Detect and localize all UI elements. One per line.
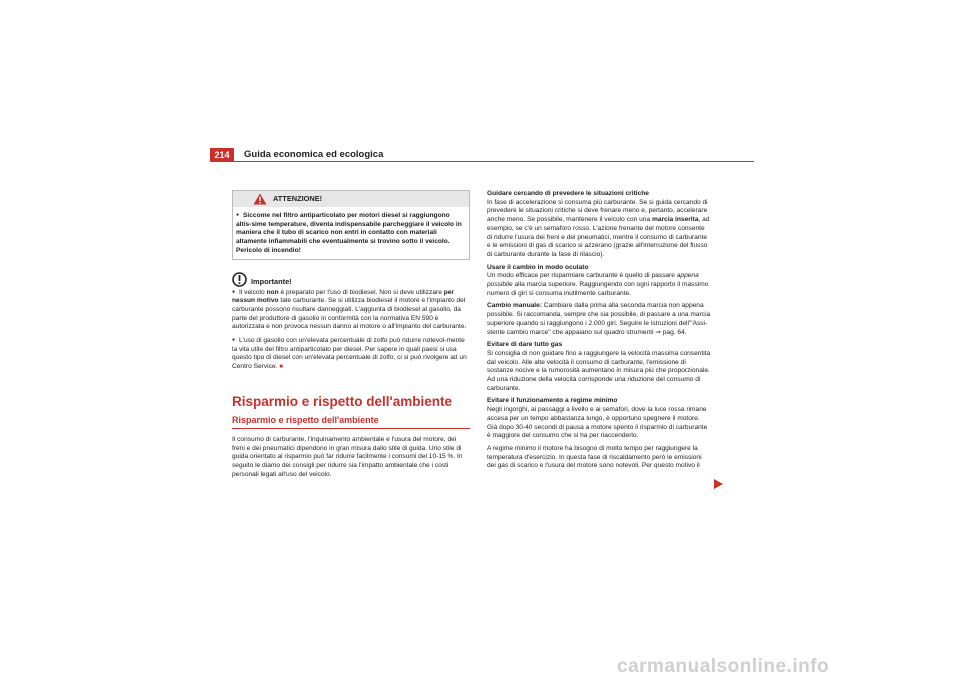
end-marker-icon: ■ [279, 364, 283, 371]
paragraph-idle: Negli ingorghi, ai passaggi a livello e ai semafori, dove la luce rossa rimane accesa per un tempo abbastanza lungo, è opportuno spegnere il motore. Già dopo 30-40 secondi di pausa a motore spento il risparmio di carburante è maggiore del consumo che si ha per riaccenderlo. [487, 406, 708, 440]
heading-full-throttle: Evitare di dare tutto gas [487, 341, 563, 349]
warning-header [233, 191, 469, 207]
warning-title: ATTENZIONE! [273, 194, 323, 203]
paragraph-gearbox: Un modo efficace per risparmiare carburante è quello di passare appena possibile alla marcia superiore. Raggiungendo con ogni rapporto il massimo numero di giri si consuma inutilmente carburante. [487, 272, 709, 297]
page-number: 214 [214, 150, 230, 160]
warning-triangle-icon [253, 193, 267, 205]
heading-idle: Evitare il funzionamento a regime minimo [487, 397, 618, 405]
note-bullet-2: ● L'uso di gasolio con un'elevata percentuale di zolfo può ridurre notevol-mente la vita utile del filtro antiparticolato per diesel. Per sapere in quali paesi si usa questo tipo di diesel con un'elevata percentuale di zolfo, ci si può rivolgere ad un Centro Service. ■ [232, 336, 470, 372]
heading-anticipate: Guidare cercando di prevedere le situazioni critiche [487, 190, 649, 197]
paragraph-warmup: A regime minimo il motore ha bisogno di molto tempo per raggiungere la temperatura d'esercizio. In questa fase di riscaldamento però le emissioni dei gas di scarico e l'usura del motore sono notevoli. Per questo motivo il [487, 444, 702, 470]
page-number-tab [210, 148, 234, 162]
paragraph-manual-gearbox: Cambio manuale: Cambiare dalla prima alla seconda marcia non appena possibile. Si raccomanda, sempre che sia possibile, di passare a una marcia superiore quando si raggiungono i 2.000 giri. Seguire le istruzioni dell'"Assi-stente cambio marce" che appaiano sul quadro strumenti ⇒ pag. 64. [487, 302, 711, 336]
header-rule [210, 161, 754, 162]
continue-arrow-icon [714, 479, 723, 489]
running-title: Guida economica ed ecologica [244, 149, 384, 160]
section-intro: Il consumo di carburante, l'inquinamento ambientale e l'usura del motore, dei freni e dei pneumatici dipendono in gran misura dallo stile di guida. Uno stile di guida orientato al risparmio può far ridurre facilmente i consumi del 10-15 %. In seguito le diamo dei consigli per ridurre sia l'impatto ambientale che i costi personali legati all'uso del veicolo. [232, 435, 463, 478]
note-title: Importante! [251, 276, 292, 286]
warning-text: ● Siccome nel filtro antiparticolato per motori diesel si raggiungono altis-sime temperature, diventa indispensabile parcheggiare il veicolo in maniera che il tubo di scarico non entri in contatto con materiali altamente infiammabili che eventualmente si trovino sotto il veicolo. Pericolo di incendio! [233, 207, 469, 259]
section-heading: Risparmio e rispetto dell'ambiente [232, 393, 453, 409]
exclamation-icon [232, 272, 247, 287]
note-bullet-1: ● Il veicolo non è preparato per l'uso di biodiesel. Non si deve utilizzare per nessun motivo tale carburante. Se si utilizza biodiesel il motore e l'impianto del carburante possono risultare danneggiati. L'aggiunta di biodiesel al gasolio, da parte del produttore di gasolio in conformità con la normativa EN 590 è autorizzata e non provoca nessun danno al motore o all'impianto del carburante. [232, 288, 470, 333]
left-column [232, 190, 470, 483]
warning-box [232, 190, 470, 260]
note-block [232, 272, 470, 372]
paragraph-full-throttle: Si consiglia di non guidare fino a raggiungere la velocità massima consentita dal veicolo. Alle alte velocità il consumo di carburante, l'emissione di sostanze nocive e la rumorosità aumentano in misura più che proporzionale. Ad una riduzione della velocità corrisponde una riduzione del consumo di carburante. [487, 349, 711, 392]
heading-gearbox: Usare il cambio in modo oculato [487, 263, 589, 271]
note-header [232, 272, 470, 288]
right-column [487, 190, 711, 475]
watermark: carmanualsonline.info [617, 656, 830, 677]
paragraph-anticipate: In fase di accelerazione si consuma più carburante. Se si guida cercando di prevedere le situazioni critiche si deve frenare meno e, pertanto, accelerare anche meno. Se possibile, mantenere il veicolo con una marcia inserita, ad esempio, se c'è un semaforo rosso. L'azione frenante del motore consente di ridurre l'usura dei freni e dei pneumatici, mentre il consumo di carburante e le emissioni di gas di scarico si azzerano (grazie all'interruzione del flusso di carburante durante la fase di rilascio). [487, 198, 710, 258]
subheading-rule [232, 428, 470, 429]
section-subheading: Risparmio e rispetto dell'ambiente [232, 414, 379, 425]
